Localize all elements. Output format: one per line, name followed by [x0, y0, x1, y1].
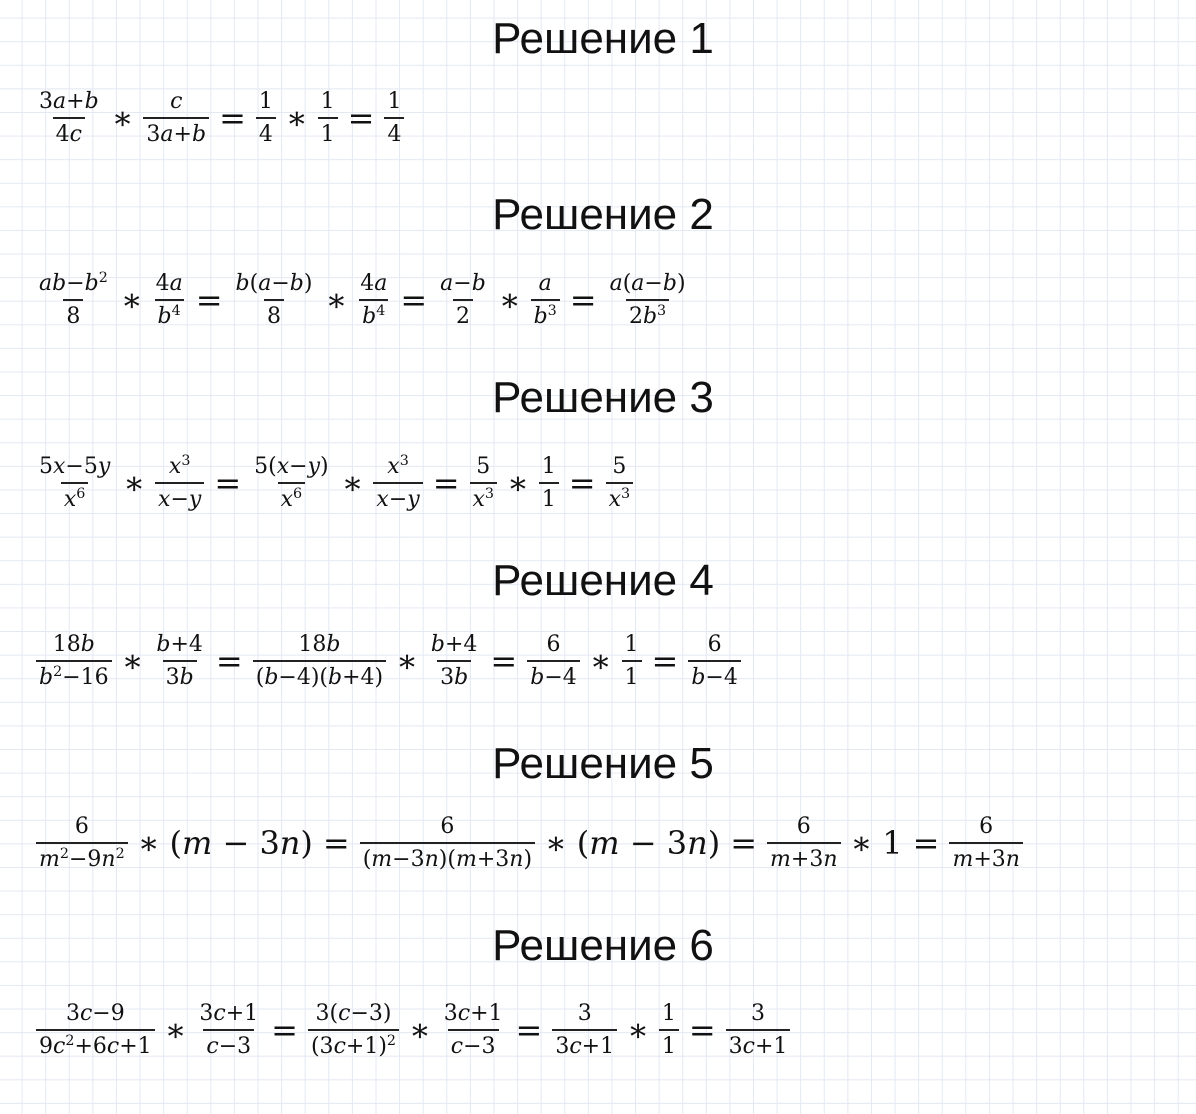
fraction: $\frac{3c+1}{c-3}$ — [199, 1000, 259, 1059]
equals-operator: = — [347, 99, 375, 137]
fraction: $\frac{ab-b^2}{8}$ — [39, 269, 108, 329]
equals-operator: = — [214, 464, 242, 502]
multiply-operator: ∗ — [498, 281, 521, 319]
multiply-operator: ∗ — [285, 99, 308, 137]
multiply-operator: ∗ — [164, 1011, 187, 1049]
fraction: $\frac{b(a-b)}{8}$ — [235, 270, 313, 329]
expression: (m − 3n) — [169, 824, 313, 862]
fraction: $\frac{18b}{(b-4)(b+4)}$ — [253, 632, 386, 691]
expression: 1 — [882, 824, 903, 862]
multiply-operator: ∗ — [120, 281, 143, 319]
equals-operator: = — [730, 824, 758, 862]
fraction: $\frac{3c-9}{9c^2+6c+1}$ — [36, 1001, 155, 1060]
multiply-operator: ∗ — [121, 642, 144, 680]
fraction: $\frac{3a+b}{4c}$ — [39, 88, 99, 147]
multiply-operator: ∗ — [111, 99, 134, 137]
multiply-operator: ∗ — [325, 281, 348, 319]
equals-operator: = — [219, 99, 246, 137]
fraction: $\frac{x^3}{x-y}$ — [155, 454, 204, 513]
multiply-operator: ∗ — [850, 824, 873, 862]
solution-equation — [34, 803, 1025, 883]
fraction: $\frac{1}{4}$ — [256, 89, 276, 148]
equals-operator: = — [215, 642, 243, 680]
solution-equation — [34, 260, 691, 340]
equals-operator: = — [651, 642, 679, 680]
equals-operator: = — [271, 1011, 298, 1049]
multiply-operator: ∗ — [409, 1011, 431, 1049]
fraction: $\frac{5x-5y}{x^6}$ — [39, 453, 111, 512]
multiply-operator: ∗ — [396, 642, 418, 680]
equals-operator: = — [688, 1011, 716, 1049]
fraction: $\frac{3}{3c+1}$ — [726, 1001, 791, 1060]
multiply-operator: ∗ — [137, 824, 160, 862]
multiply-operator: ∗ — [507, 464, 529, 502]
multiply-operator: ∗ — [123, 464, 146, 502]
fraction: $\frac{18b}{b^2-16}$ — [36, 632, 112, 691]
fraction: $\frac{5}{x^3}$ — [606, 454, 634, 513]
fraction: $\frac{1}{1}$ — [659, 1001, 679, 1060]
fraction: $\frac{b+4}{3b}$ — [430, 631, 478, 690]
solution-title: Решение 6 — [492, 921, 714, 970]
multiply-operator: ∗ — [341, 464, 364, 502]
equals-operator: = — [195, 281, 223, 319]
equals-operator: = — [490, 642, 518, 680]
expression: (m − 3n) — [576, 824, 721, 862]
solution-equation — [34, 443, 635, 523]
fraction: $\frac{6}{(m-3n)(m+3n)}$ — [360, 814, 535, 873]
solution-title: Решение 3 — [492, 373, 714, 422]
equals-operator: = — [568, 464, 596, 502]
equals-operator: = — [322, 824, 350, 862]
equals-operator: = — [912, 824, 940, 862]
fraction: $\frac{4a}{b^4}$ — [360, 270, 388, 329]
fraction: $\frac{1}{1}$ — [622, 632, 642, 691]
equals-operator: = — [569, 281, 597, 319]
fraction: $\frac{3}{3c+1}$ — [552, 1001, 617, 1060]
multiply-operator: ∗ — [627, 1011, 649, 1049]
fraction: $\frac{1}{1}$ — [539, 454, 559, 513]
solution-equation — [34, 78, 406, 158]
fraction: $\frac{3(c-3)}{(3c+1)^2}$ — [308, 1001, 399, 1060]
fraction: $\frac{4a}{b^4}$ — [155, 270, 183, 329]
multiply-operator: ∗ — [545, 824, 567, 862]
fraction: $\frac{6}{b-4}$ — [688, 632, 741, 691]
fraction: $\frac{c}{3a+b}$ — [143, 89, 209, 148]
fraction: $\frac{3c+1}{c-3}$ — [443, 1000, 503, 1059]
fraction: $\frac{1}{1}$ — [318, 89, 338, 148]
fraction: $\frac{b+4}{3b}$ — [156, 631, 203, 690]
fraction: $\frac{a}{b^3}$ — [531, 271, 560, 330]
multiply-operator: ∗ — [589, 642, 612, 680]
fraction: $\frac{a-b}{2}$ — [440, 270, 486, 329]
fraction: $\frac{5}{x^3}$ — [470, 454, 498, 513]
fraction: $\frac{6}{m+3n}$ — [767, 814, 840, 873]
equals-operator: = — [515, 1011, 543, 1049]
fraction: $\frac{1}{4}$ — [384, 89, 404, 148]
solution-title: Решение 1 — [492, 14, 714, 63]
fraction: $\frac{x^3}{x-y}$ — [373, 454, 422, 513]
fraction: $\frac{6}{b-4}$ — [527, 632, 580, 691]
solution-equation — [34, 990, 792, 1070]
solution-title: Решение 5 — [492, 739, 714, 788]
fraction: $\frac{6}{m^2-9n^2}$ — [36, 814, 128, 873]
equals-operator: = — [432, 464, 460, 502]
solution-equation — [34, 621, 743, 701]
fraction: $\frac{a(a-b)}{2b^3}$ — [609, 270, 686, 329]
equals-operator: = — [400, 281, 428, 319]
solution-title: Решение 2 — [492, 190, 714, 239]
fraction: $\frac{6}{m+3n}$ — [949, 814, 1022, 873]
solution-title: Решение 4 — [492, 556, 714, 605]
fraction: $\frac{5(x-y)}{x^6}$ — [254, 453, 329, 512]
